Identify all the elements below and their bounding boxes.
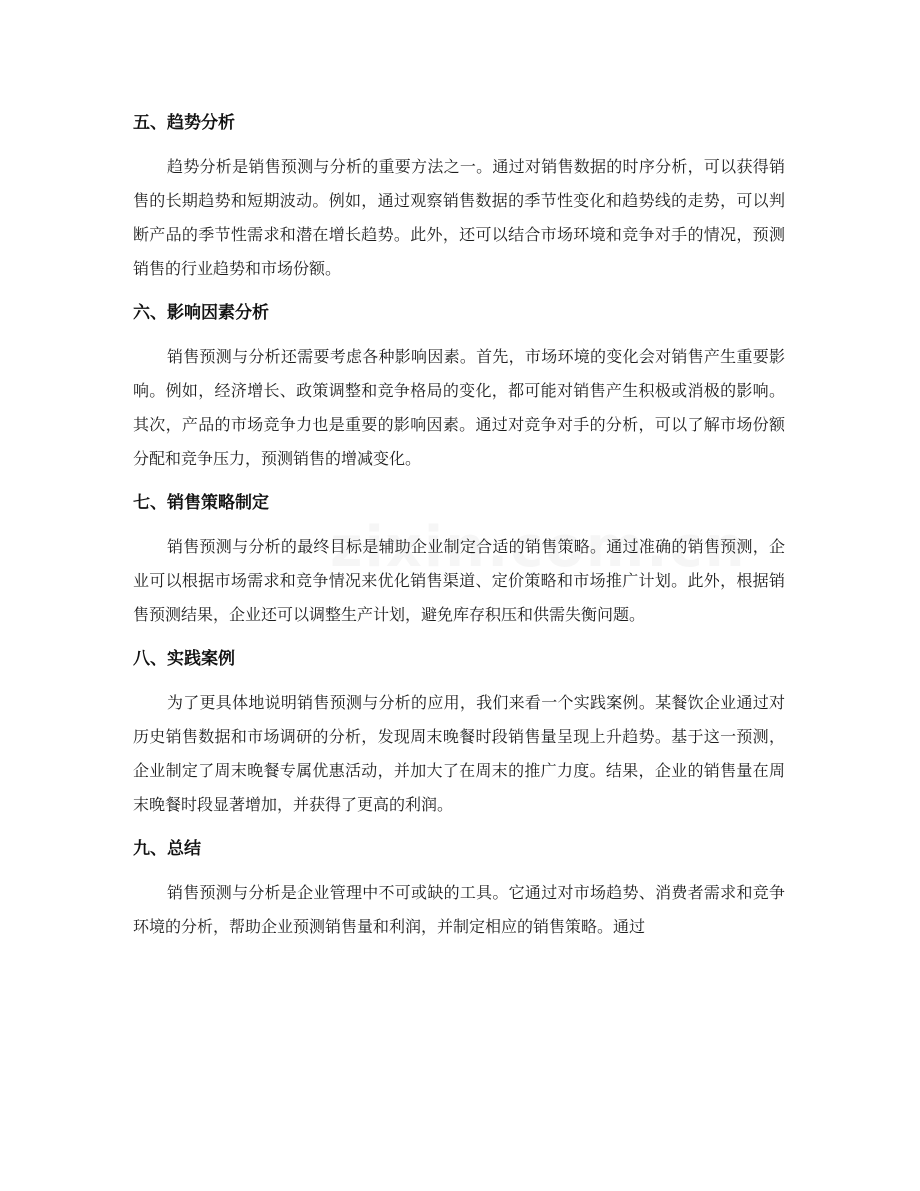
section-trend-analysis xyxy=(133,106,785,286)
section-practice-case xyxy=(133,642,785,822)
section-heading: 九、总结 xyxy=(133,839,201,859)
section-heading: 八、实践案例 xyxy=(133,649,235,669)
section-heading: 五、趋势分析 xyxy=(133,113,235,133)
section-paragraph: 为了更具体地说明销售预测与分析的应用，我们来看一个实践案例。某餐饮企业通过对历史销售数据和市场调研的分析，发现周末晚餐时段销售量呈现上升趋势。基于这一预测，企业制定了周末晚餐专属优惠活动，并加大了在周末的推广力度。结果，企业的销售量在周末晚餐时段显著增加，并获得了更高的利润。 xyxy=(133,693,785,814)
section-summary xyxy=(133,832,785,944)
section-paragraph: 销售预测与分析还需要考虑各种影响因素。首先，市场环境的变化会对销售产生重要影响。例如，经济增长、政策调整和竞争格局的变化，都可能对销售产生积极或消极的影响。其次，产品的市场竞争力也是重要的影响因素。通过对竞争对手的分析，可以了解市场份额分配和竞争压力，预测销售的增减变化。 xyxy=(133,347,785,468)
section-paragraph: 趋势分析是销售预测与分析的重要方法之一。通过对销售数据的时序分析，可以获得销售的长期趋势和短期波动。例如，通过观察销售数据的季节性变化和趋势线的走势，可以判断产品的季节性需求和潜在增长趋势。此外，还可以结合市场环境和竞争对手的情况，预测销售的行业趋势和市场份额。 xyxy=(133,157,785,278)
section-influence-factors xyxy=(133,296,785,476)
section-heading: 六、影响因素分析 xyxy=(133,303,269,323)
section-sales-strategy xyxy=(133,486,785,632)
section-heading: 七、销售策略制定 xyxy=(133,493,269,513)
section-paragraph: 销售预测与分析是企业管理中不可或缺的工具。它通过对市场趋势、消费者需求和竞争环境的分析，帮助企业预测销售量和利润，并制定相应的销售策略。通过 xyxy=(133,883,785,936)
document-body xyxy=(133,106,785,954)
section-paragraph: 销售预测与分析的最终目标是辅助企业制定合适的销售策略。通过准确的销售预测，企业可以根据市场需求和竞争情况来优化销售渠道、定价策略和市场推广计划。此外，根据销售预测结果，企业还可以调整生产计划，避免库存积压和供需失衡问题。 xyxy=(133,537,785,624)
